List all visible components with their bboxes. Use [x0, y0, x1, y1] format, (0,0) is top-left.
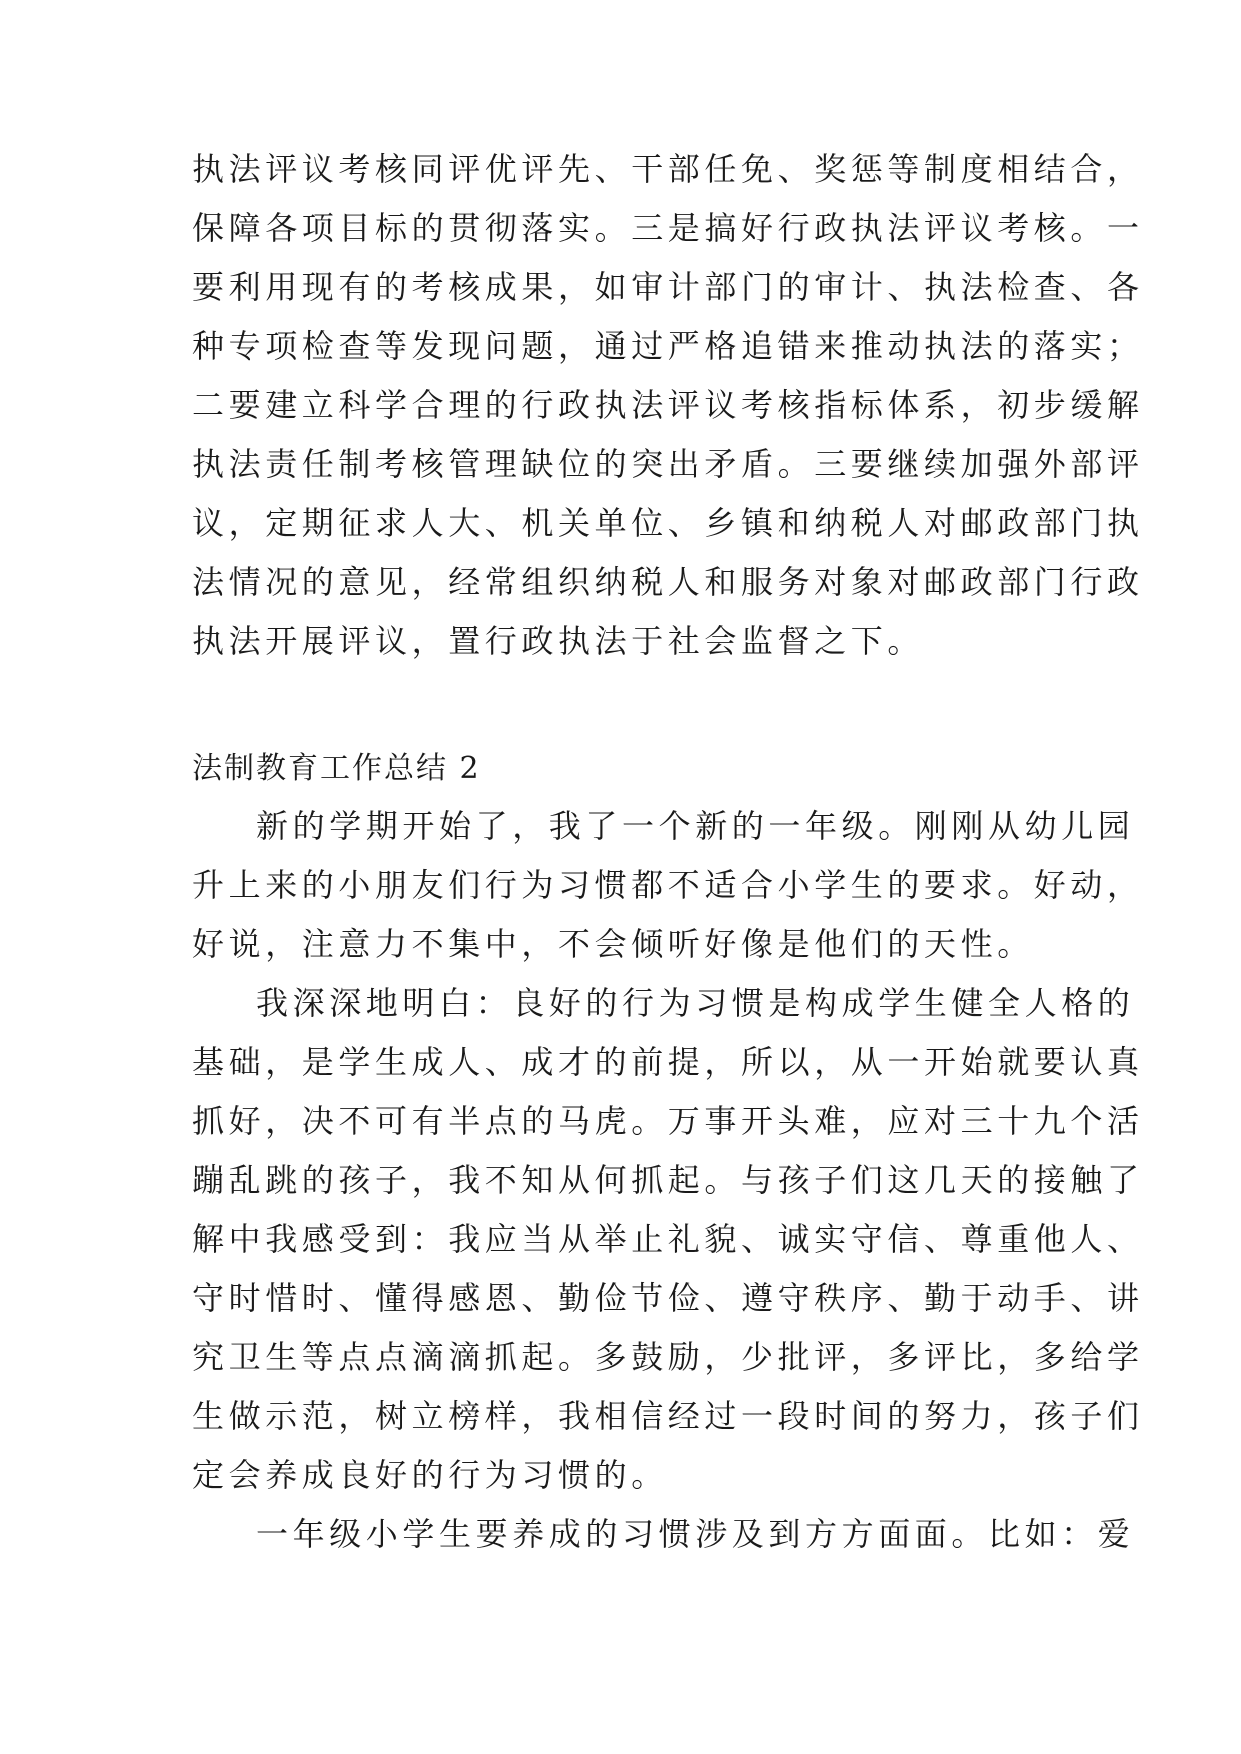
paragraph-line: 我深深地明白：良好的行为习惯是构成学生健全人格的 — [256, 984, 1135, 1022]
section-heading — [192, 739, 1052, 798]
paragraph-line: 要利用现有的考核成果，如审计部门的审计、执法检查、各 — [192, 268, 1144, 306]
paragraph-line: 法情况的意见，经常组织纳税人和服务对象对邮政部门行政 — [192, 563, 1144, 601]
paragraph-line: 守时惜时、懂得感恩、勤俭节俭、遵守秩序、勤于动手、讲 — [192, 1279, 1144, 1317]
paragraph-line: 执法责任制考核管理缺位的突出矛盾。三要继续加强外部评 — [192, 445, 1144, 483]
paragraph-line: 抓好，决不可有半点的马虎。万事开头难，应对三十九个活 — [192, 1102, 1144, 1140]
paragraph-line: 种专项检查等发现问题，通过严格追错来推动执法的落实； — [192, 327, 1144, 365]
paragraph-line: 二要建立科学合理的行政执法评议考核指标体系，初步缓解 — [192, 386, 1144, 424]
continuation-paragraph — [192, 140, 1144, 671]
paragraph-1 — [192, 797, 1144, 974]
paragraph-line: 一年级小学生要养成的习惯涉及到方方面面。比如：爱 — [256, 1515, 1135, 1553]
paragraph-line: 保障各项目标的贯彻落实。三是搞好行政执法评议考核。一 — [192, 209, 1144, 247]
paragraph-line: 定会养成良好的行为习惯的。 — [192, 1456, 668, 1494]
paragraph-line: 执法评议考核同评优评先、干部任免、奖惩等制度相结合， — [192, 150, 1144, 188]
paragraph-line: 生做示范，树立榜样，我相信经过一段时间的努力，孩子们 — [192, 1397, 1144, 1435]
paragraph-2 — [192, 974, 1144, 1505]
paragraph-line: 解中我感受到：我应当从举止礼貌、诚实守信、尊重他人、 — [192, 1220, 1144, 1258]
paragraph-line: 执法开展评议，置行政执法于社会监督之下。 — [192, 622, 925, 660]
paragraph-line: 新的学期开始了，我了一个新的一年级。刚刚从幼儿园 — [256, 807, 1135, 845]
paragraph-line: 升上来的小朋友们行为习惯都不适合小学生的要求。好动， — [192, 866, 1144, 904]
paragraph-line: 议，定期征求人大、机关单位、乡镇和纳税人对邮政部门执 — [192, 504, 1144, 542]
paragraph-3 — [192, 1505, 1135, 1564]
section-title: 法制教育工作总结 2 — [192, 751, 481, 786]
paragraph-line: 蹦乱跳的孩子，我不知从何抓起。与孩子们这几天的接触了 — [192, 1161, 1144, 1199]
paragraph-line: 究卫生等点点滴滴抓起。多鼓励，少批评，多评比，多给学 — [192, 1338, 1144, 1376]
paragraph-line: 基础，是学生成人、成才的前提，所以，从一开始就要认真 — [192, 1043, 1144, 1081]
paragraph-line: 好说，注意力不集中，不会倾听好像是他们的天性。 — [192, 925, 1034, 963]
